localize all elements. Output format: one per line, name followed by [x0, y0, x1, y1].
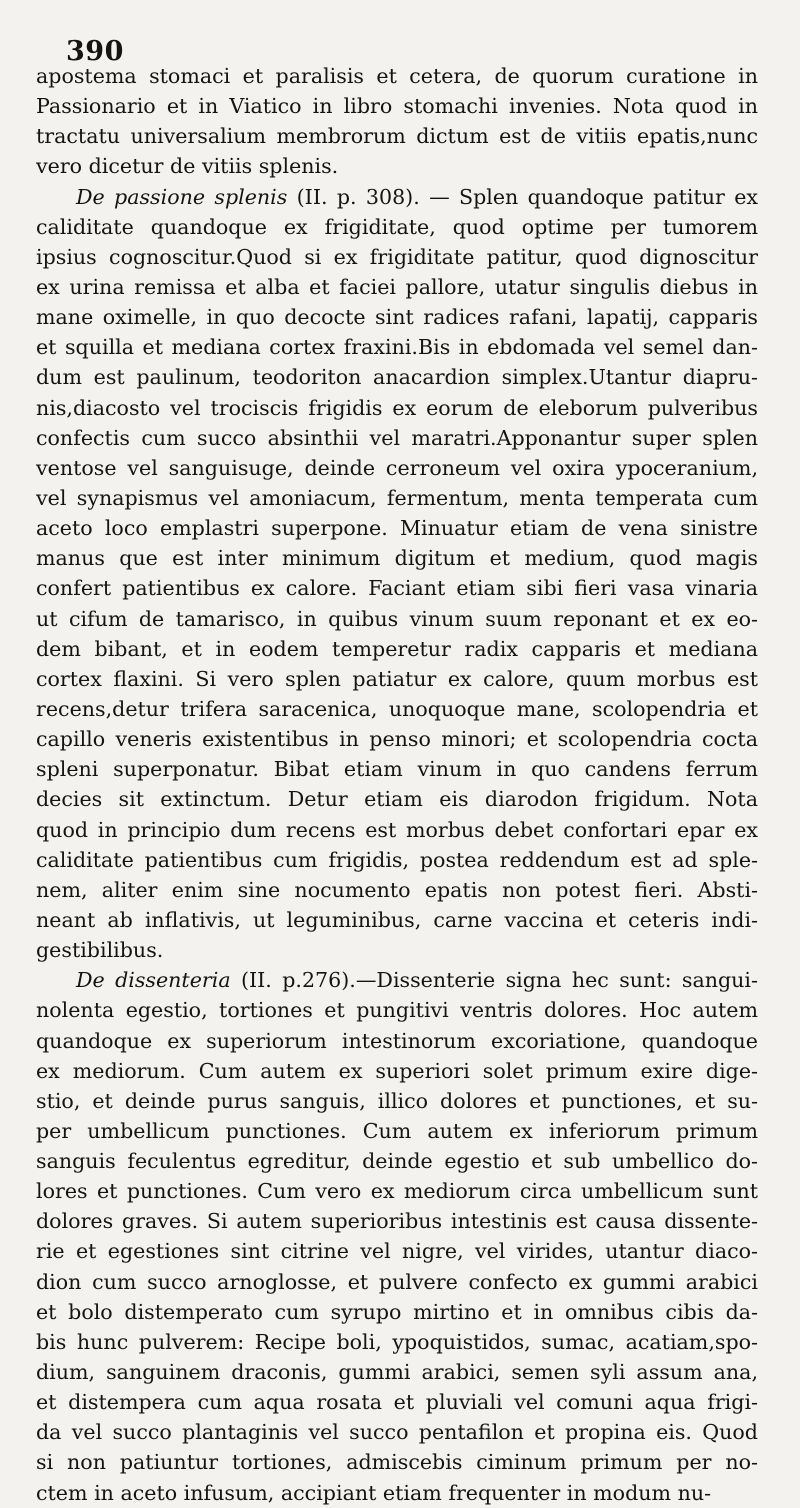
- body-text: [36, 61, 758, 1508]
- text-line: dum est paulinum, teodoriton anacardion simplex.Utantur diapru-: [36, 365, 758, 390]
- text-line: confectis cum succo absinthii vel maratri.Apponantur super splen: [36, 425, 758, 450]
- text-line: recens,detur trifera saracenica, unoquoque mane, scolopendria et: [36, 696, 758, 721]
- text-line: gestibilibus.: [36, 938, 164, 963]
- text-line: manus que est inter minimum digitum et medium, quod magis: [36, 546, 758, 571]
- text-line: dolores graves. Si autem superioribus intestinis est causa dissente-: [36, 1209, 758, 1234]
- text-line: quod in principio dum recens est morbus debet confortari epar ex: [36, 817, 758, 842]
- text-line: ex mediorum. Cum autem ex superiori solet primum exire dige-: [36, 1058, 758, 1083]
- text-line: caliditate quandoque ex frigiditate, quod optime per tumorem: [36, 214, 758, 239]
- text-line: ctem in aceto infusum, accipiant etiam frequenter in modum nu-: [36, 1480, 712, 1505]
- text-line: rie et egestiones sint citrine vel nigre, vel virides, utantur diaco-: [36, 1239, 758, 1264]
- text-line: tractatu universalium membrorum dictum est de vitiis epatis,nunc: [36, 124, 758, 149]
- text-line: caliditate patientibus cum frigidis, postea reddendum est ad sple-: [36, 847, 758, 872]
- text-line: ipsius cognoscitur.Quod si ex frigiditate patitur, quod dignoscitur: [36, 244, 758, 269]
- section-heading: De passione splenis: [76, 184, 288, 209]
- text-line: cortex flaxini. Si vero splen patiatur ex calore, quum morbus est: [36, 666, 758, 691]
- text-line: stio, et deinde purus sanguis, illico dolores et punctiones, et su-: [36, 1088, 758, 1113]
- text-line: per umbellicum punctiones. Cum autem ex inferiorum primum: [36, 1118, 758, 1143]
- text-line: [36, 182, 758, 212]
- text-line: nolenta egestio, tortiones et pungitivi ventris dolores. Hoc autem: [36, 998, 758, 1023]
- text-line: si non patiuntur tortiones, admiscebis ciminum primum per no-: [36, 1450, 758, 1475]
- text-line: bis hunc pulverem: Recipe boli, ypoquistidos, sumac, acatiam,spo-: [36, 1329, 758, 1354]
- text-line: et squilla et mediana cortex fraxini.Bis in ebdomada vel semel dan-: [36, 335, 758, 360]
- text-line: sanguis feculentus egreditur, deinde egestio et sub umbellico do-: [36, 1149, 758, 1174]
- page-number: 390: [66, 36, 124, 67]
- text-line: confert patientibus ex calore. Faciant etiam sibi fieri vasa vinaria: [36, 576, 758, 601]
- text-line: aceto loco emplastri superpone. Minuatur etiam de vena sinistre: [36, 516, 758, 541]
- text-line: et distempera cum aqua rosata et pluviali vel comuni aqua frigi-: [36, 1390, 758, 1415]
- text-line: vel synapismus vel amoniacum, fermentum, menta temperata cum: [36, 485, 758, 510]
- text-line: ex urina remissa et alba et faciei pallore, utatur singulis diebus in: [36, 274, 758, 299]
- text-line: spleni superponatur. Bibat etiam vinum in quo candens ferrum: [36, 757, 758, 782]
- section-heading: De dissenteria: [76, 968, 231, 993]
- text-line: decies sit extinctum. Detur etiam eis diarodon frigidum. Nota: [36, 787, 758, 812]
- text-line: nis,diacosto vel trociscis frigidis ex eorum de eleborum pulveribus: [36, 395, 758, 420]
- text-line: ventose vel sanguisuge, deinde cerroneum vel oxira ypoceranium,: [36, 455, 758, 480]
- text-line: dem bibant, et in eodem temperetur radix capparis et mediana: [36, 636, 758, 661]
- text-line: vero dicetur de vitiis splenis.: [36, 154, 339, 179]
- text-line: nem, aliter enim sine nocumento epatis non potest fieri. Absti-: [36, 877, 758, 902]
- line-text: (II. p.276).—Dissenterie signa hec sunt: sangui-: [230, 968, 758, 993]
- text-line: da vel succo plantaginis vel succo pentafilon et propina eis. Quod: [36, 1420, 758, 1445]
- text-line: et bolo distemperato cum syrupo mirtino et in omnibus cibis da-: [36, 1299, 758, 1324]
- text-line: ut cifum de tamarisco, in quibus vinum suum reponant et ex eo-: [36, 606, 758, 631]
- text-line: dion cum succo arnoglosse, et pulvere confecto ex gummi arabici: [36, 1269, 758, 1294]
- line-text: (II. p. 308). — Splen quandoque patitur ex: [287, 184, 758, 209]
- text-line: mane oximelle, in quo decocte sint radices rafani, lapatij, capparis: [36, 305, 758, 330]
- text-line: [36, 965, 758, 995]
- text-line: apostema stomaci et paralisis et cetera, de quorum curatione in: [36, 64, 758, 88]
- text-line: Passionario et in Viatico in libro stomachi invenies. Nota quod in: [36, 94, 758, 119]
- text-line: capillo veneris existentibus in penso minori; et scolopendria cocta: [36, 727, 758, 752]
- text-line: lores et punctiones. Cum vero ex mediorum circa umbellicum sunt: [36, 1179, 758, 1204]
- text-line: quandoque ex superiorum intestinorum excoriatione, quandoque: [36, 1028, 758, 1053]
- text-line: dium, sanguinem draconis, gummi arabici, semen syli assum ana,: [36, 1360, 758, 1385]
- text-line: neant ab inflativis, ut leguminibus, carne vaccina et ceteris indi-: [36, 907, 758, 932]
